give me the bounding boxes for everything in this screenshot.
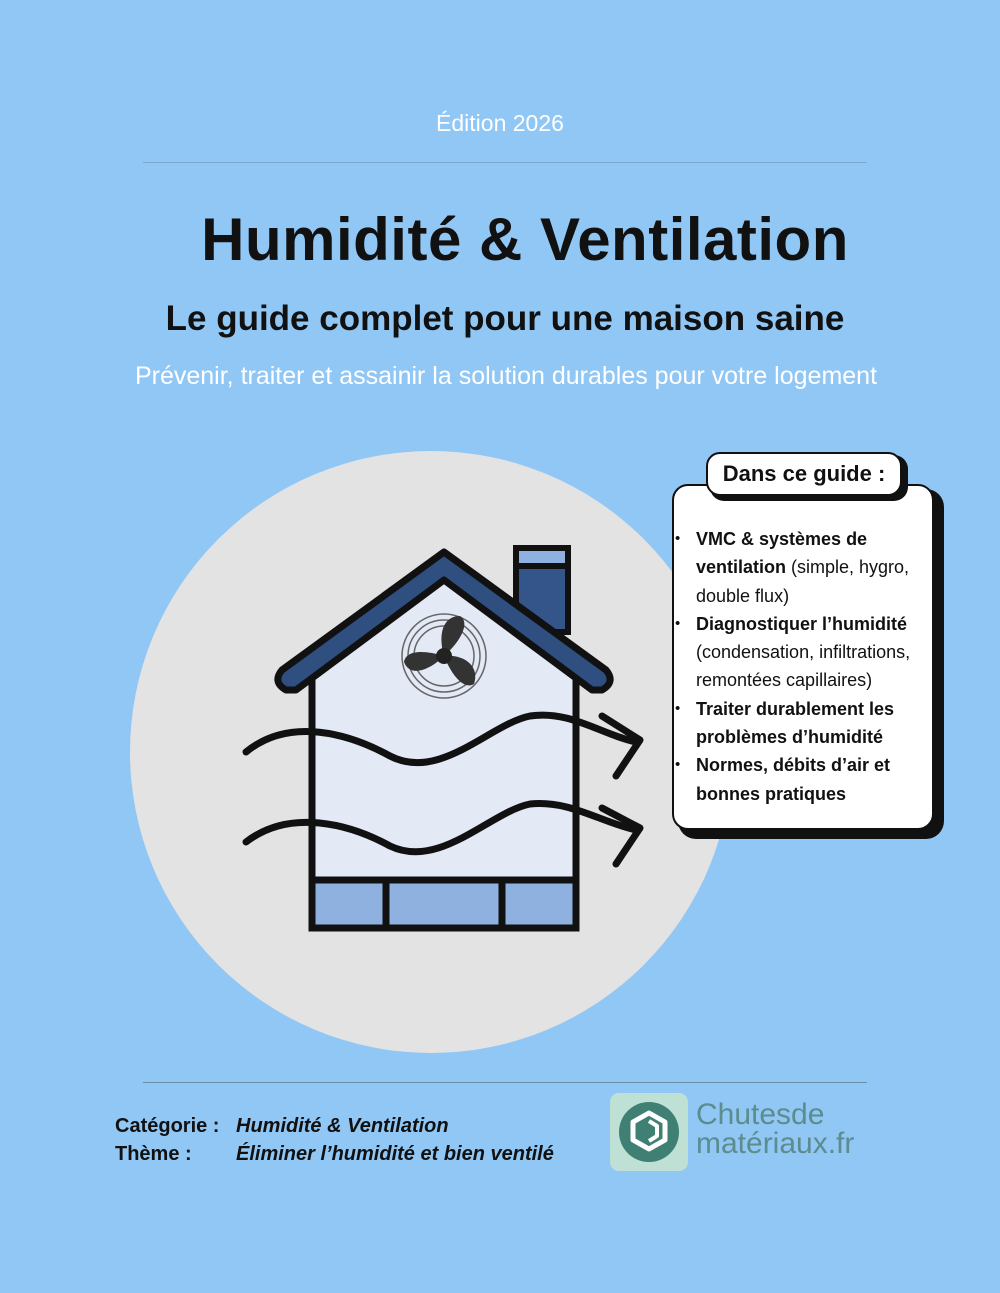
theme-line [115,1143,554,1166]
book-tagline: Prévenir, traiter et assainir la solution durables pour votre logement [134,362,878,390]
bottom-divider [143,1082,867,1083]
house-icon [220,520,660,960]
category-label: Catégorie : [115,1115,220,1137]
list-item: • VMC & systèmes de ventilation (simple, hygro, double flux) [672,525,947,610]
guide-label: Dans ce guide : [706,452,902,496]
logo-line-1: Chutesde [696,1098,825,1131]
category-line [115,1115,449,1138]
logo-line-2: matériaux.fr [696,1127,855,1160]
logo-wordmark [696,1100,854,1158]
category-value: Humidité & Ventilation [236,1115,449,1137]
list-item: • Traiter durablement les problèmes d’humidité [672,695,947,752]
list-item: • Normes, débits d’air et bonnes pratiques [672,751,947,808]
logo-tile [610,1093,688,1171]
guide-list [672,525,947,808]
fan-icon [402,614,486,698]
theme-label: Thème : [115,1143,192,1165]
theme-value: Éliminer l’humidité et bien ventilé [236,1143,554,1165]
top-divider [143,162,867,163]
list-item: • Diagnostiquer l’humidité (condensation, infiltrations, remontées capillaires) [672,610,947,695]
edition-label: Édition 2026 [436,110,564,136]
book-title: Humidité & Ventilation [201,206,849,273]
logo-mark-icon [610,1093,688,1171]
book-subtitle: Le guide complet pour une maison saine [165,299,845,338]
